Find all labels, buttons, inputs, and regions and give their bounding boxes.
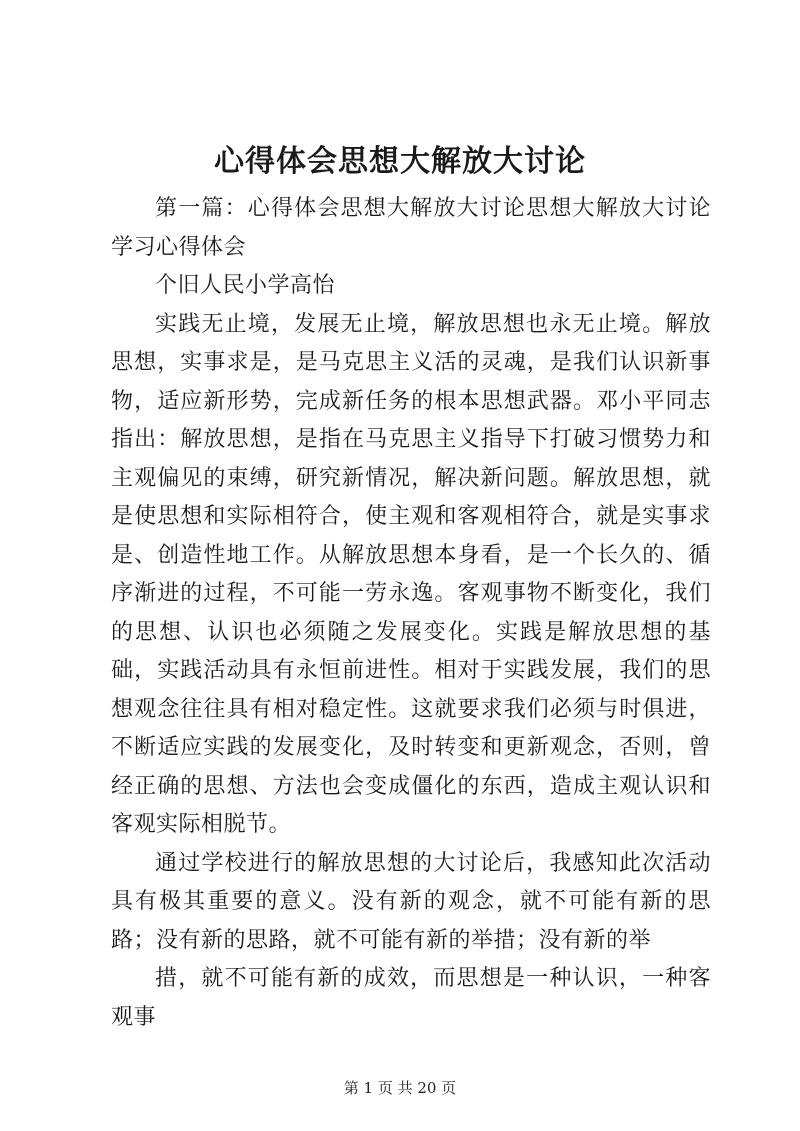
paragraph-author: 个旧人民小学高怡 <box>155 273 336 298</box>
paragraph-heading: 第一篇：心得体会思想大解放大讨论思想大解放大讨论学习心得体会 <box>111 196 711 260</box>
paragraph-body: 实践无止境，发展无止境，解放思想也永无止境。解放思想，实事求是，是马克思主义活的灵魂，是我们认识新事物，适应新形势，完成新任务的根本思想武器。邓小平同志指出：解放思想，是指在马克思主义指导下打破习惯势力和主观偏见的束缚，研究新情况，解决新问题。解放思想，就是使思想和实际相符合，使主观和客观相符合，就是实事求是、创造性地工作。从解放思想本身看，是一个长久的、循序渐进的过程，不可能一劳永逸。客观事物不断变化，我们的思想、认识也必须随之发展变化。实践是解放思想的基础，实践活动具有永恒前进性。相对于实践发展，我们的思想观念往往具有相对稳定性。这就要求我们必须与时俱进，不断适应实践的发展变化，及时转变和更新观念，否则，曾经正确的思想、方法也会变成僵化的东西，造成主观认识和客观实际相脱节。 <box>111 311 711 837</box>
document-title: 心得体会思想大解放大讨论 <box>214 144 586 179</box>
page-footer: 第 1 页 共 20 页 <box>343 1079 457 1097</box>
paragraph-body: 通过学校进行的解放思想的大讨论后，我感知此次活动具有极其重要的意义。没有新的观念，就不可能有新的思路；没有新的思路，就不可能有新的举措；没有新的举 <box>111 850 711 953</box>
document-body <box>111 190 711 1037</box>
paragraph-body: 措，就不可能有新的成效，而思想是一种认识，一种客观事 <box>111 966 711 1030</box>
